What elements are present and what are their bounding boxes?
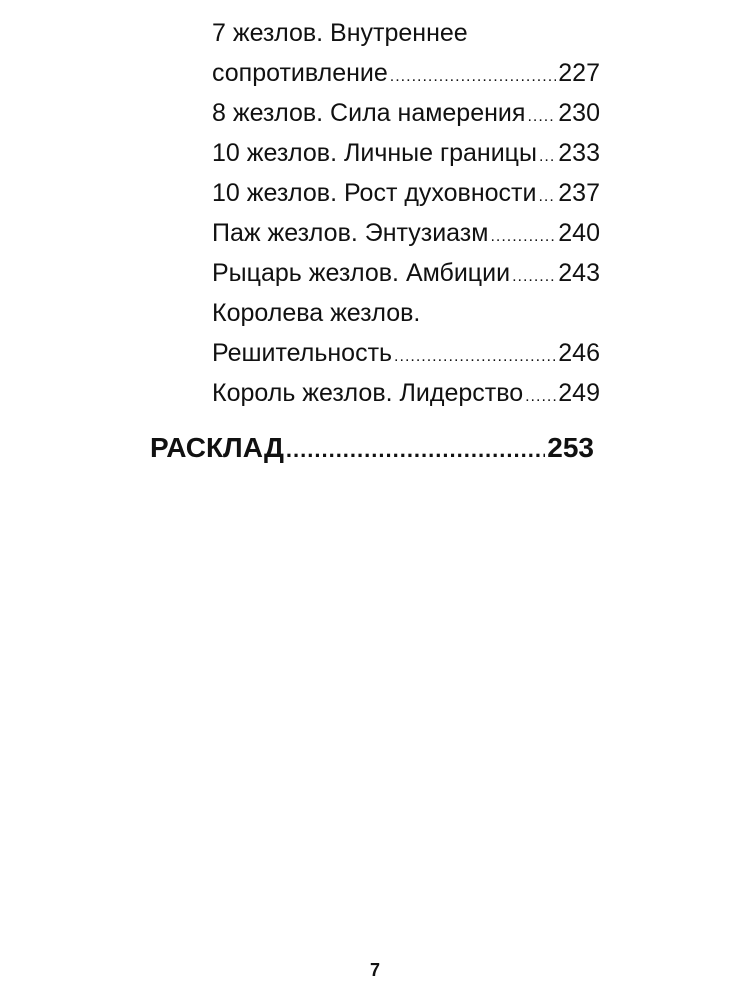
toc-leader-dots [539, 137, 556, 177]
toc-entry-page: 233 [558, 139, 600, 167]
toc-entry-title: 8 жезлов. Сила намерения [212, 99, 526, 127]
toc-line [212, 213, 600, 253]
toc-entry-page: 227 [558, 59, 600, 87]
toc-leader-dots [490, 217, 556, 257]
section-title: РАСКЛАД [150, 432, 284, 463]
toc-section-heading [150, 426, 594, 470]
toc-leader-dots [525, 377, 556, 417]
toc-leader-dots [538, 177, 556, 217]
toc-line [212, 133, 600, 173]
toc-line [212, 373, 600, 413]
toc-leader-dots [527, 97, 556, 137]
toc-line [212, 293, 600, 333]
toc-entry-title: Паж жезлов. Энтузиазм [212, 219, 489, 247]
toc-entry-page: 249 [558, 379, 600, 407]
toc-entry-page: 237 [558, 179, 600, 207]
toc-entry-page: 246 [558, 339, 600, 367]
toc-entry-title: 7 жезлов. Внутреннее [212, 19, 468, 47]
toc-entry-title: Королева жезлов. [212, 299, 421, 327]
toc-entry-page: 243 [558, 259, 600, 287]
toc-entry-title: 10 жезлов. Рост духовности [212, 179, 537, 207]
toc-entry-page: 230 [558, 99, 600, 127]
toc-entry-title: 10 жезлов. Личные границы [212, 139, 537, 167]
section-leader-dots [286, 428, 545, 472]
toc-entry-title: Король жезлов. Лидерство [212, 379, 524, 407]
toc-leader-dots [394, 337, 556, 377]
toc-line [212, 333, 600, 373]
toc-line [212, 13, 600, 53]
table-of-contents [212, 13, 600, 413]
page-number: 7 [369, 960, 380, 980]
toc-entry-title: Рыцарь жезлов. Амбиции [212, 259, 511, 287]
toc-leader-dots [390, 57, 557, 97]
toc-line [212, 173, 600, 213]
toc-leader-dots [512, 257, 556, 297]
toc-line [212, 93, 600, 133]
toc-entry-page: 240 [558, 219, 600, 247]
toc-entry-title: Решительность [212, 339, 393, 367]
toc-line [212, 253, 600, 293]
toc-line [212, 53, 600, 93]
toc-entry-title: сопротивление [212, 59, 388, 87]
section-page: 253 [547, 432, 594, 463]
